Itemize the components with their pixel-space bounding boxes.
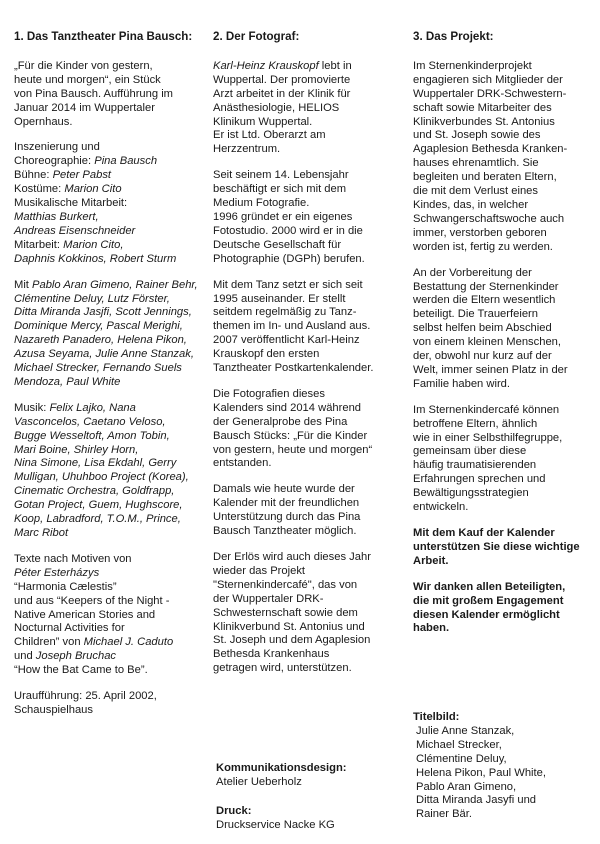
text-line: unterstützen Sie diese wichtige	[413, 540, 580, 553]
text-line: Texte nach Motiven von	[14, 552, 132, 565]
music-line	[14, 402, 200, 416]
text-line: werden die Eltern wesentlich	[413, 294, 556, 307]
credit-line	[14, 155, 200, 169]
author-name: Péter Esterházys	[14, 566, 100, 579]
texts-source	[14, 553, 200, 678]
text-line: “How the Bat Came to Be”.	[14, 664, 148, 677]
cover-name: Ditta Miranda Jasyfi und	[416, 794, 537, 807]
text-line: Nocturnal Activities for	[14, 622, 125, 635]
purchase-appeal	[413, 527, 591, 569]
text-line: Opernhaus.	[14, 115, 73, 128]
text-line: Unterstützung durch das Pina	[213, 511, 361, 524]
premiere-info	[14, 690, 200, 718]
cast-names: Dominique Mercy, Pascal Merighi,	[14, 320, 183, 333]
text-line: Schwangerschaftswoche auch	[413, 212, 565, 225]
heading-projekt: 3. Das Projekt:	[413, 30, 494, 43]
cover-names	[413, 725, 593, 822]
text-line: Schauspielhaus	[14, 703, 93, 716]
text-line: St. Joseph und dem Agaplesion	[213, 634, 371, 647]
text-line: Bausch Stücks: „Für die Kinder	[213, 429, 368, 442]
text-fragment: Children” von	[14, 636, 84, 649]
text-line: Schwesternschaft sowie dem	[213, 606, 358, 619]
column-tanztheater	[14, 30, 200, 730]
text-line: Im Sternenkinderprojekt	[413, 59, 532, 72]
heading-tanztheater: 1. Das Tanztheater Pina Bausch:	[14, 30, 193, 43]
cast-names: Ditta Miranda Jasjfi, Scott Jennings,	[14, 306, 192, 319]
music-list	[14, 402, 200, 541]
text-line: Photographie (DGPh) berufen.	[213, 252, 365, 265]
credit-value: Pina Bausch	[94, 155, 158, 168]
column-projekt	[413, 30, 591, 648]
text-line: und St. Joseph sowie des	[413, 129, 541, 142]
text-line: Mit dem Tanz setzt er sich seit	[213, 278, 363, 291]
credit-value: Andreas Eisenschneider	[14, 224, 136, 237]
text-line: Kalender mit der freundlichen	[213, 497, 360, 510]
music-names: Mulligan, Uhuhboo Project (Korea),	[14, 471, 189, 484]
cast-names: Clémentine Deluy, Lutz Förster,	[14, 292, 170, 305]
photos-origin	[213, 388, 399, 471]
text-line: Native American Stories and	[14, 608, 156, 621]
cast-line	[14, 279, 200, 293]
text-line: Herzzentrum.	[213, 143, 281, 156]
text-line: beteiligt. Die Trauerfeiern	[413, 308, 538, 321]
text-line: Kalenders sind 2014 während	[213, 401, 362, 414]
author-name: Joseph Bruchac	[35, 650, 117, 663]
project-description	[413, 60, 591, 255]
text-line: betroffene Eltern, ähnlich	[413, 417, 538, 430]
text-line: beschäftigt er sich mit dem	[213, 183, 347, 196]
cast-names: Pablo Aran Gimeno, Rainer Behr,	[32, 278, 198, 291]
text-line: Wir danken allen Beteiligten,	[413, 580, 566, 593]
text-line: Agaplesion Bethesda Kranken-	[413, 143, 568, 156]
credit-label: Mitarbeit:	[14, 238, 64, 251]
cast-list	[14, 279, 200, 390]
text-line: der Generalprobe des Pina	[213, 415, 348, 428]
text-line: Bestattung der Sternenkinder	[413, 280, 559, 293]
text-line	[14, 636, 200, 650]
text-line: Uraufführung: 25. April 2002,	[14, 690, 157, 703]
music-names: Mari Boine, Shirley Horn,	[14, 443, 139, 456]
music-names: Nina Simone, Lisa Ekdahl, Gerry	[14, 457, 177, 470]
music-names: Marc Ribot	[14, 527, 69, 539]
print-label: Druck:	[216, 805, 252, 817]
text-line: "Sternenkindercafé", das von	[213, 578, 358, 591]
credit-value: Marion Cito	[64, 183, 122, 196]
text-line: Klinikverbundes St. Antonius	[413, 115, 555, 128]
text-line: An der Vorbereitung der	[413, 266, 532, 279]
text-line: 2007 veröffentlicht Karl-Heinz	[213, 334, 360, 347]
text-line: entstanden.	[213, 457, 272, 470]
text-line: die mit dem Verlust eines	[413, 185, 538, 198]
music-names: Vasconcelos, Caetano Veloso,	[14, 415, 166, 428]
cover-name: Julie Anne Stanzak,	[416, 724, 515, 737]
text-line: engagieren sich Mitglieder der	[413, 73, 563, 86]
credit-value: Marion Cito,	[63, 238, 124, 251]
music-names: Cinematic Orchestra, Goldfrapp,	[14, 485, 175, 498]
column-fotograf	[213, 30, 399, 688]
credit-label: Musikalische Mitarbeit:	[14, 197, 128, 210]
text-line: getragen wird, unterstützen.	[213, 662, 352, 675]
text-line: Mit dem Kauf der Kalender	[413, 527, 555, 539]
text-line: die mit großem Engagement	[413, 594, 564, 607]
music-names: Bugge Wesseltoft, Amon Tobin,	[14, 429, 170, 442]
text-line: Tanztheater Postkartenkalender.	[213, 362, 374, 375]
cast-names: Azusa Seyama, Julie Anne Stanzak,	[14, 348, 194, 361]
text-line: Die Fotografien dieses	[213, 387, 325, 400]
text-line: von gestern, heute und morgen“	[213, 443, 373, 456]
text-line: Arbeit.	[413, 554, 449, 567]
text-line: häufig traumatisierenden	[413, 459, 537, 472]
text-line	[14, 650, 200, 664]
cast-names: Michael Strecker, Fernando Suels	[14, 362, 182, 375]
text-fragment: und	[14, 650, 36, 663]
text-line: haben.	[413, 622, 450, 635]
text-line: worden ist, fertig zu werden.	[413, 240, 553, 253]
text-line: Medium Fotografie.	[213, 197, 310, 210]
credit-value: Matthias Burkert,	[14, 210, 99, 223]
cafe-note	[413, 404, 591, 515]
text-line: seitdem regelmäßig zu Tanz-	[213, 306, 357, 319]
cover-name: Helena Pikon, Paul White,	[416, 766, 546, 779]
cast-label: Mit	[14, 278, 33, 291]
text-line: Welt, immer seinen Platz in der	[413, 363, 568, 376]
credit-line	[14, 183, 200, 197]
thanks-note	[413, 581, 591, 637]
cover-credit	[413, 711, 593, 822]
text-line: wie in einer Selbsthilfegruppe,	[413, 431, 563, 444]
text-line: Familie haben wird.	[413, 377, 511, 390]
credit-label: Kostüme:	[14, 183, 65, 196]
text-line: Deutsche Gesellschaft für	[213, 238, 342, 251]
text-line: selbst helfen beim Abschied	[413, 322, 552, 335]
text-line: “Harmonia Cælestis”	[14, 580, 117, 593]
text-line	[213, 60, 399, 74]
text-line: Januar 2014 im Wuppertaler	[14, 101, 155, 114]
cover-name: Rainer Bär.	[416, 808, 472, 821]
text-line: und aus “Keepers of the Night -	[14, 594, 170, 607]
text-line: Er ist Ltd. Oberarzt am	[213, 129, 326, 142]
photographer-name: Karl-Heinz Krauskopf	[213, 59, 319, 72]
cover-name: Michael Strecker,	[416, 738, 502, 751]
text-line: entwickeln.	[413, 501, 469, 514]
text-line: der, obwohl nur kurz auf der	[413, 350, 552, 363]
text-line: Arzt arbeitet in der Klinik für	[213, 87, 351, 100]
text-line: „Für die Kinder von gestern,	[14, 59, 153, 72]
text-line: Anästhesiologie, HELIOS	[213, 101, 340, 114]
production-credits	[14, 141, 200, 266]
text-line: heute und morgen“, ein Stück	[14, 73, 161, 86]
print-value: Druckservice Nacke KG	[216, 818, 335, 831]
text-line: wieder das Projekt	[213, 564, 306, 577]
heading-fotograf: 2. Der Fotograf:	[213, 30, 300, 43]
text-line: begleiten und beraten Eltern,	[413, 171, 557, 184]
text-line: Im Sternenkindercafé können	[413, 403, 560, 416]
credit-label: Choreographie:	[14, 155, 95, 168]
text-line: Seit seinem 14. Lebensjahr	[213, 169, 349, 182]
intro-paragraph	[14, 60, 200, 130]
text-line: der Wuppertaler DRK-	[213, 592, 324, 605]
text-fragment: lebt in	[318, 59, 352, 72]
print-credit	[216, 805, 400, 833]
text-line: immer, verstorben geboren	[413, 226, 547, 239]
music-names: Koop, Labradford, T.O.M., Prince,	[14, 513, 181, 526]
cover-name: Clémentine Deluy,	[416, 752, 507, 765]
credit-value: Peter Pabst	[52, 169, 112, 182]
text-line: Bethesda Krankenhaus	[213, 648, 330, 661]
text-line: Klinikverbund St. Antonius und	[213, 620, 365, 633]
music-names: Gotan Project, Guem, Hughscore,	[14, 499, 183, 512]
text-line: 1996 gründet er ein eigenes	[213, 210, 353, 223]
text-line: Klinikum Wuppertal.	[213, 115, 313, 128]
text-line: hauses ehrenamtlich. Sie	[413, 157, 539, 170]
photographer-history	[213, 169, 399, 266]
text-line: Wuppertal. Der promovierte	[213, 73, 351, 86]
text-line: von einem kleinen Menschen,	[413, 336, 562, 349]
proceeds-note	[213, 551, 399, 676]
text-line: gemeinsam über diese	[413, 445, 527, 458]
music-names: Felix Lajko, Nana	[49, 401, 136, 414]
design-label: Kommunikationsdesign:	[216, 762, 347, 774]
text-line: Kindes, das, in welcher	[413, 198, 529, 211]
text-line: 1995 auseinander. Er stellt	[213, 292, 346, 305]
cast-names: Nazareth Panadero, Helena Pikon,	[14, 334, 187, 347]
text-line: Damals wie heute wurde der	[213, 483, 355, 496]
cast-names: Mendoza, Paul White	[14, 375, 121, 388]
text-line: von Pina Bausch. Aufführung im	[14, 87, 174, 100]
cover-name: Pablo Aran Gimeno,	[416, 780, 517, 793]
text-line: Bausch Tanztheater möglich.	[213, 525, 357, 538]
design-value: Atelier Ueberholz	[216, 775, 302, 788]
credit-label: Bühne:	[14, 169, 53, 182]
burial-note	[413, 267, 591, 392]
text-line: Erfahrungen sprechen und	[413, 473, 546, 486]
text-line: Der Erlös wird auch dieses Jahr	[213, 551, 371, 563]
text-line: diesen Kalender ermöglicht	[413, 608, 560, 621]
text-line: Bewältigungsstrategien	[413, 487, 529, 500]
text-line: Krauskopf den ersten	[213, 348, 320, 361]
support-note	[213, 483, 399, 539]
photographer-dance-work	[213, 279, 399, 376]
text-line: schaft sowie Mitarbeiter des	[413, 101, 552, 114]
text-line: themen im In- und Ausland aus.	[213, 320, 371, 333]
photographer-bio	[213, 60, 399, 157]
author-name: Michael J. Caduto	[83, 636, 174, 649]
music-label: Musik:	[14, 401, 50, 414]
text-line: Wuppertaler DRK-Schwestern-	[413, 87, 567, 100]
credit-label: Inszenierung und	[14, 141, 100, 154]
design-credit	[216, 762, 400, 790]
credit-line	[14, 169, 200, 183]
credit-value: Daphnis Kokkinos, Robert Sturm	[14, 252, 177, 265]
credit-line	[14, 239, 200, 253]
text-line: Fotostudio. 2000 wird er in die	[213, 224, 363, 237]
cover-label: Titelbild:	[413, 711, 460, 723]
